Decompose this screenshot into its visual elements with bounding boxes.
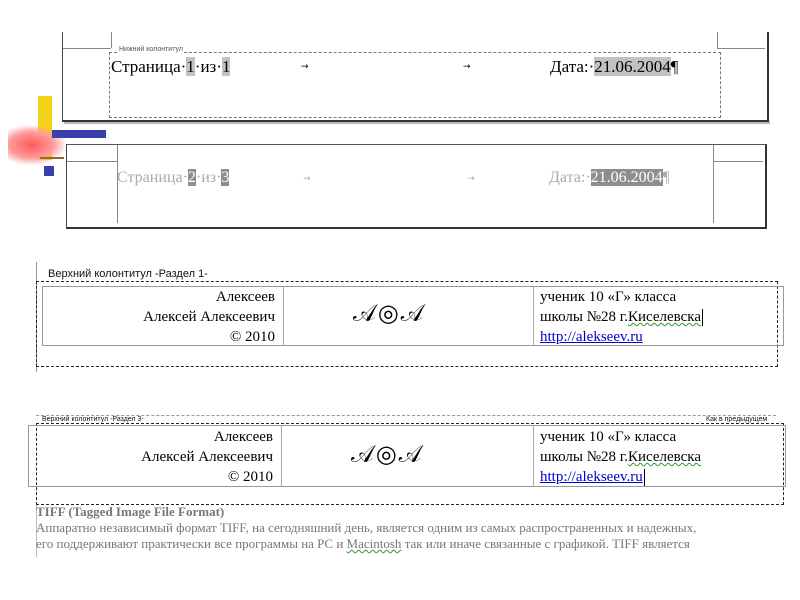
- date-value: 21.06.2004: [590, 169, 663, 186]
- text-cursor-icon: [702, 309, 703, 326]
- tab-arrow-icon: →: [467, 174, 475, 184]
- copyright: © 2010: [229, 329, 275, 345]
- website-link[interactable]: http://alekseev.ru: [540, 469, 643, 485]
- page-text: Страница·: [117, 169, 188, 186]
- text-cursor-icon: [644, 469, 645, 486]
- school-cell: [540, 427, 701, 487]
- doc-line-2: его поддерживают практически все программы на PC и Macintosh так или иначе связанные с графикой. TIFF является: [36, 536, 690, 551]
- margin-guide: [713, 161, 763, 162]
- of-text: ·из·: [195, 169, 222, 186]
- ornament-icon: 𝒜◎𝒜: [353, 299, 426, 327]
- page-number: 1: [186, 57, 195, 76]
- tab-arrow-icon: →: [303, 174, 311, 184]
- slide-decoration-line: [40, 157, 64, 159]
- document-body: [36, 504, 796, 552]
- of-text: ·из·: [194, 57, 222, 76]
- margin-guide: [713, 145, 714, 223]
- header-section-3-label: Верхний колонтитул -Раздел 3-: [42, 416, 144, 423]
- header-table-3: [28, 425, 786, 487]
- footer-page-field: [111, 57, 230, 77]
- header-table-1: [42, 286, 784, 346]
- date-value: 21.06.2004: [594, 57, 671, 76]
- footer-label: Нижний колонтитул: [119, 46, 183, 53]
- doc-line-1: Аппаратно независимый формат TIFF, на сегодняшний день, является одним из самых распространенных и надежных,: [36, 520, 697, 535]
- margin-guide: [63, 48, 111, 49]
- pilcrow-icon: ¶: [670, 57, 679, 76]
- page-total: 3: [221, 169, 230, 186]
- margin-guide: [111, 32, 112, 48]
- footer-date-field: [549, 169, 670, 187]
- copyright: © 2010: [227, 469, 273, 485]
- student-class: ученик 10 «Г» класса: [540, 289, 677, 305]
- table-divider: [533, 287, 534, 345]
- school-name: школы №28 г.Киселевска: [540, 449, 702, 465]
- same-as-previous-label: Как в предыдущем: [706, 416, 768, 423]
- author-surname: Алексеев: [213, 429, 273, 445]
- author-fullname: Алексей Алексеевич: [143, 309, 275, 325]
- author-cell: [43, 287, 275, 347]
- school-name: школы №28 г.Киселевска: [540, 309, 702, 325]
- date-label: Дата:·: [549, 169, 591, 186]
- student-class: ученик 10 «Г» класса: [540, 429, 677, 445]
- table-divider: [281, 426, 282, 486]
- slide-decoration-blue-square: [44, 166, 54, 176]
- footer-date-field: [550, 57, 678, 77]
- doc-heading: TIFF (Tagged Image File Format): [36, 504, 225, 519]
- tab-arrow-icon: →: [301, 62, 309, 72]
- page-total: 1: [221, 57, 231, 76]
- author-fullname: Алексей Алексеевич: [141, 449, 273, 465]
- footer-screenshot-page-1: [62, 32, 769, 122]
- author-cell: [29, 427, 273, 487]
- author-surname: Алексеев: [215, 289, 275, 305]
- tab-arrow-icon: →: [463, 62, 471, 72]
- pilcrow-icon: ¶: [662, 169, 670, 186]
- website-link[interactable]: http://alekseev.ru: [540, 329, 643, 345]
- section-guide: [36, 415, 776, 416]
- slide-decoration-blue: [52, 130, 106, 138]
- footer-page-field: [117, 169, 229, 187]
- margin-guide: [717, 48, 765, 49]
- margin-guide: [717, 32, 718, 48]
- date-label: Дата:·: [550, 57, 595, 76]
- ornament-icon: 𝒜◎𝒜: [351, 440, 424, 468]
- page-number: 2: [187, 169, 196, 186]
- table-divider: [283, 287, 284, 345]
- header-section-1-label: Верхний колонтитул -Раздел 1-: [48, 268, 208, 280]
- margin-guide: [67, 161, 117, 162]
- school-cell: [540, 287, 703, 347]
- table-divider: [533, 426, 534, 486]
- footer-screenshot-page-2: [66, 144, 767, 229]
- page-text: Страница·: [111, 57, 187, 76]
